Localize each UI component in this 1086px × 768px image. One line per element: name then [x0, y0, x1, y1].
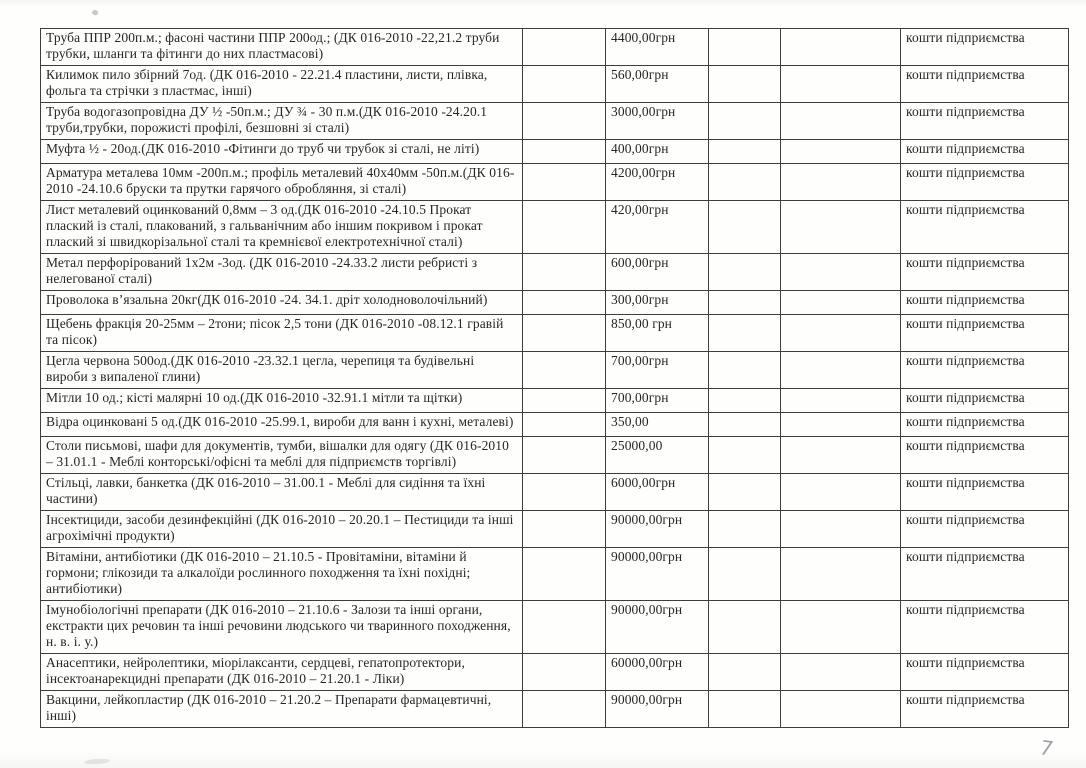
funding-source-cell: кошти підприємства	[901, 66, 1069, 103]
empty-cell	[709, 315, 781, 352]
empty-cell	[709, 254, 781, 291]
price-cell: 700,00грн	[606, 352, 709, 389]
empty-cell	[523, 601, 606, 654]
empty-cell	[781, 654, 901, 691]
empty-cell	[523, 66, 606, 103]
funding-source-cell: кошти підприємства	[901, 315, 1069, 352]
table-row	[41, 413, 1069, 437]
funding-source-cell: кошти підприємства	[901, 413, 1069, 437]
empty-cell	[781, 511, 901, 548]
empty-cell	[523, 654, 606, 691]
table-row	[41, 548, 1069, 601]
empty-cell	[523, 291, 606, 315]
price-cell: 850,00 грн	[606, 315, 709, 352]
price-cell: 700,00грн	[606, 389, 709, 413]
empty-cell	[781, 413, 901, 437]
item-description-cell: Арматура металева 10мм -200п.м.; профіль металевий 40х40мм -50п.м.(ДК 016-2010 -24.10.6 бруски та прутки гарячого обробляння, зі сталі)	[41, 164, 523, 201]
empty-cell	[781, 291, 901, 315]
empty-cell	[523, 437, 606, 474]
funding-source-cell: кошти підприємства	[901, 548, 1069, 601]
price-cell: 4200,00грн	[606, 164, 709, 201]
empty-cell	[709, 691, 781, 728]
item-description-cell: Вакцини, лейкопластир (ДК 016-2010 – 21.20.2 – Препарати фармацевтичні, інші)	[41, 691, 523, 728]
item-description-cell: Проволока в’язальна 20кг(ДК 016-2010 -24. 34.1. дріт холодноволочільний)	[41, 291, 523, 315]
empty-cell	[781, 201, 901, 254]
item-description-cell: Муфта ½ - 20од.(ДК 016-2010 -Фітинги до труб чи трубок зі сталі, не літі)	[41, 140, 523, 164]
funding-source-cell: кошти підприємства	[901, 352, 1069, 389]
empty-cell	[709, 140, 781, 164]
item-description-cell: Труба ППР 200п.м.; фасоні частини ППР 200од.; (ДК 016-2010 -22,21.2 труби трубки, шланги та фітинги до них пластмасові)	[41, 29, 523, 66]
price-cell: 560,00грн	[606, 66, 709, 103]
item-description-cell: Метал перфорірований 1х2м -3од. (ДК 016-2010 -24.33.2 листи ребристі з нелегованої сталі)	[41, 254, 523, 291]
price-cell: 90000,00грн	[606, 691, 709, 728]
item-description-cell: Килимок пило збірний 7од. (ДК 016-2010 - 22.21.4 пластини, листи, плівка, фольга та стрічки з пластмас, інші)	[41, 66, 523, 103]
empty-cell	[523, 389, 606, 413]
empty-cell	[781, 164, 901, 201]
empty-cell	[523, 474, 606, 511]
empty-cell	[781, 691, 901, 728]
table-row	[41, 66, 1069, 103]
price-cell: 6000,00грн	[606, 474, 709, 511]
table-row	[41, 201, 1069, 254]
funding-source-cell: кошти підприємства	[901, 140, 1069, 164]
empty-cell	[523, 29, 606, 66]
item-description-cell: Столи письмові, шафи для документів, тумби, вішалки для одягу (ДК 016-2010 – 31.01.1 - Меблі конторські/офісні та меблі для підприємств торгівлі)	[41, 437, 523, 474]
table-row	[41, 691, 1069, 728]
empty-cell	[523, 691, 606, 728]
empty-cell	[523, 201, 606, 254]
table-row	[41, 315, 1069, 352]
funding-source-cell: кошти підприємства	[901, 601, 1069, 654]
empty-cell	[781, 601, 901, 654]
funding-source-cell: кошти підприємства	[901, 511, 1069, 548]
funding-source-cell: кошти підприємства	[901, 691, 1069, 728]
item-description-cell: Анасептики, нейролептики, міорілаксанти, сердцеві, гепатопротектори, інсектоанарекцидні препарати (ДК 016-2010 – 21.20.1 - Ліки)	[41, 654, 523, 691]
table-row	[41, 437, 1069, 474]
empty-cell	[781, 254, 901, 291]
table-row	[41, 474, 1069, 511]
item-description-cell: Імунобіологічні препарати (ДК 016-2010 – 21.10.6 - Залози та інші органи, екстракти цих речовин та інші речовини людського чи тваринного походження, н. в. і. у.)	[41, 601, 523, 654]
table-row	[41, 29, 1069, 66]
procurement-table-body	[41, 29, 1069, 728]
price-cell: 90000,00грн	[606, 601, 709, 654]
funding-source-cell: кошти підприємства	[901, 164, 1069, 201]
empty-cell	[709, 548, 781, 601]
funding-source-cell: кошти підприємства	[901, 389, 1069, 413]
funding-source-cell: кошти підприємства	[901, 654, 1069, 691]
empty-cell	[709, 103, 781, 140]
empty-cell	[781, 389, 901, 413]
empty-cell	[709, 29, 781, 66]
table-row	[41, 103, 1069, 140]
empty-cell	[523, 352, 606, 389]
empty-cell	[523, 315, 606, 352]
funding-source-cell: кошти підприємства	[901, 291, 1069, 315]
item-description-cell: Вітаміни, антибіотики (ДК 016-2010 – 21.10.5 - Провітаміни, вітаміни й гормони; глікозиди та алкалоїди рослинного походження та їхні похідні; антибіотики)	[41, 548, 523, 601]
table-row	[41, 254, 1069, 291]
scan-artifact-mark	[91, 9, 99, 16]
price-cell: 350,00	[606, 413, 709, 437]
funding-source-cell: кошти підприємства	[901, 437, 1069, 474]
item-description-cell: Мітли 10 од.; кісті малярні 10 од.(ДК 016-2010 -32.91.1 мітли та щітки)	[41, 389, 523, 413]
table-row	[41, 140, 1069, 164]
empty-cell	[781, 103, 901, 140]
empty-cell	[523, 103, 606, 140]
empty-cell	[709, 66, 781, 103]
table-row	[41, 601, 1069, 654]
item-description-cell: Цегла червона 500од.(ДК 016-2010 -23.32.1 цегла, черепиця та будівельні вироби з випаленої глини)	[41, 352, 523, 389]
table-row	[41, 389, 1069, 413]
empty-cell	[709, 164, 781, 201]
page-number: 7	[1037, 735, 1056, 761]
price-cell: 400,00грн	[606, 140, 709, 164]
empty-cell	[781, 474, 901, 511]
empty-cell	[781, 352, 901, 389]
funding-source-cell: кошти підприємства	[901, 474, 1069, 511]
empty-cell	[781, 548, 901, 601]
empty-cell	[523, 548, 606, 601]
funding-source-cell: кошти підприємства	[901, 201, 1069, 254]
price-cell: 420,00грн	[606, 201, 709, 254]
price-cell: 3000,00грн	[606, 103, 709, 140]
empty-cell	[709, 511, 781, 548]
price-cell: 90000,00грн	[606, 548, 709, 601]
empty-cell	[523, 413, 606, 437]
empty-cell	[709, 654, 781, 691]
empty-cell	[709, 201, 781, 254]
empty-cell	[709, 389, 781, 413]
empty-cell	[523, 140, 606, 164]
scan-artifact-smudge	[84, 758, 110, 765]
price-cell: 25000,00	[606, 437, 709, 474]
empty-cell	[781, 315, 901, 352]
empty-cell	[709, 437, 781, 474]
item-description-cell: Лист металевий оцинкований 0,8мм – 3 од.(ДК 016-2010 -24.10.5 Прокат плаский із сталі, плакований, з гальванічним або іншим покривом і прокат плаский зі швидкорізальної сталі та кремнієвої електротехнічної сталі)	[41, 201, 523, 254]
price-cell: 90000,00грн	[606, 511, 709, 548]
empty-cell	[523, 164, 606, 201]
item-description-cell: Інсектициди, засоби дезинфекційні (ДК 016-2010 – 20.20.1 – Пестициди та інші агрохімічні продукти)	[41, 511, 523, 548]
funding-source-cell: кошти підприємства	[901, 29, 1069, 66]
empty-cell	[781, 140, 901, 164]
empty-cell	[709, 413, 781, 437]
table-row	[41, 352, 1069, 389]
item-description-cell: Відра оцинковані 5 од.(ДК 016-2010 -25.99.1, вироби для ванн і кухні, металеві)	[41, 413, 523, 437]
price-cell: 60000,00грн	[606, 654, 709, 691]
table-row	[41, 291, 1069, 315]
table-row	[41, 654, 1069, 691]
price-cell: 600,00грн	[606, 254, 709, 291]
price-cell: 300,00грн	[606, 291, 709, 315]
empty-cell	[523, 511, 606, 548]
item-description-cell: Щебень фракція 20-25мм – 2тони; пісок 2,5 тони (ДК 016-2010 -08.12.1 гравій та пісок)	[41, 315, 523, 352]
empty-cell	[781, 66, 901, 103]
item-description-cell: Стільці, лавки, банкетка (ДК 016-2010 – 31.00.1 - Меблі для сидіння та їхні частини)	[41, 474, 523, 511]
empty-cell	[709, 352, 781, 389]
empty-cell	[709, 601, 781, 654]
empty-cell	[781, 437, 901, 474]
empty-cell	[781, 29, 901, 66]
table-row	[41, 511, 1069, 548]
empty-cell	[709, 291, 781, 315]
table-row	[41, 164, 1069, 201]
funding-source-cell: кошти підприємства	[901, 254, 1069, 291]
procurement-table	[40, 28, 1069, 728]
price-cell: 4400,00грн	[606, 29, 709, 66]
empty-cell	[709, 474, 781, 511]
item-description-cell: Труба водогазопровідна ДУ ½ -50п.м.; ДУ ¾ - 30 п.м.(ДК 016-2010 -24.20.1 труби,трубки, порожисті профілі, безшовні зі сталі)	[41, 103, 523, 140]
empty-cell	[523, 254, 606, 291]
funding-source-cell: кошти підприємства	[901, 103, 1069, 140]
